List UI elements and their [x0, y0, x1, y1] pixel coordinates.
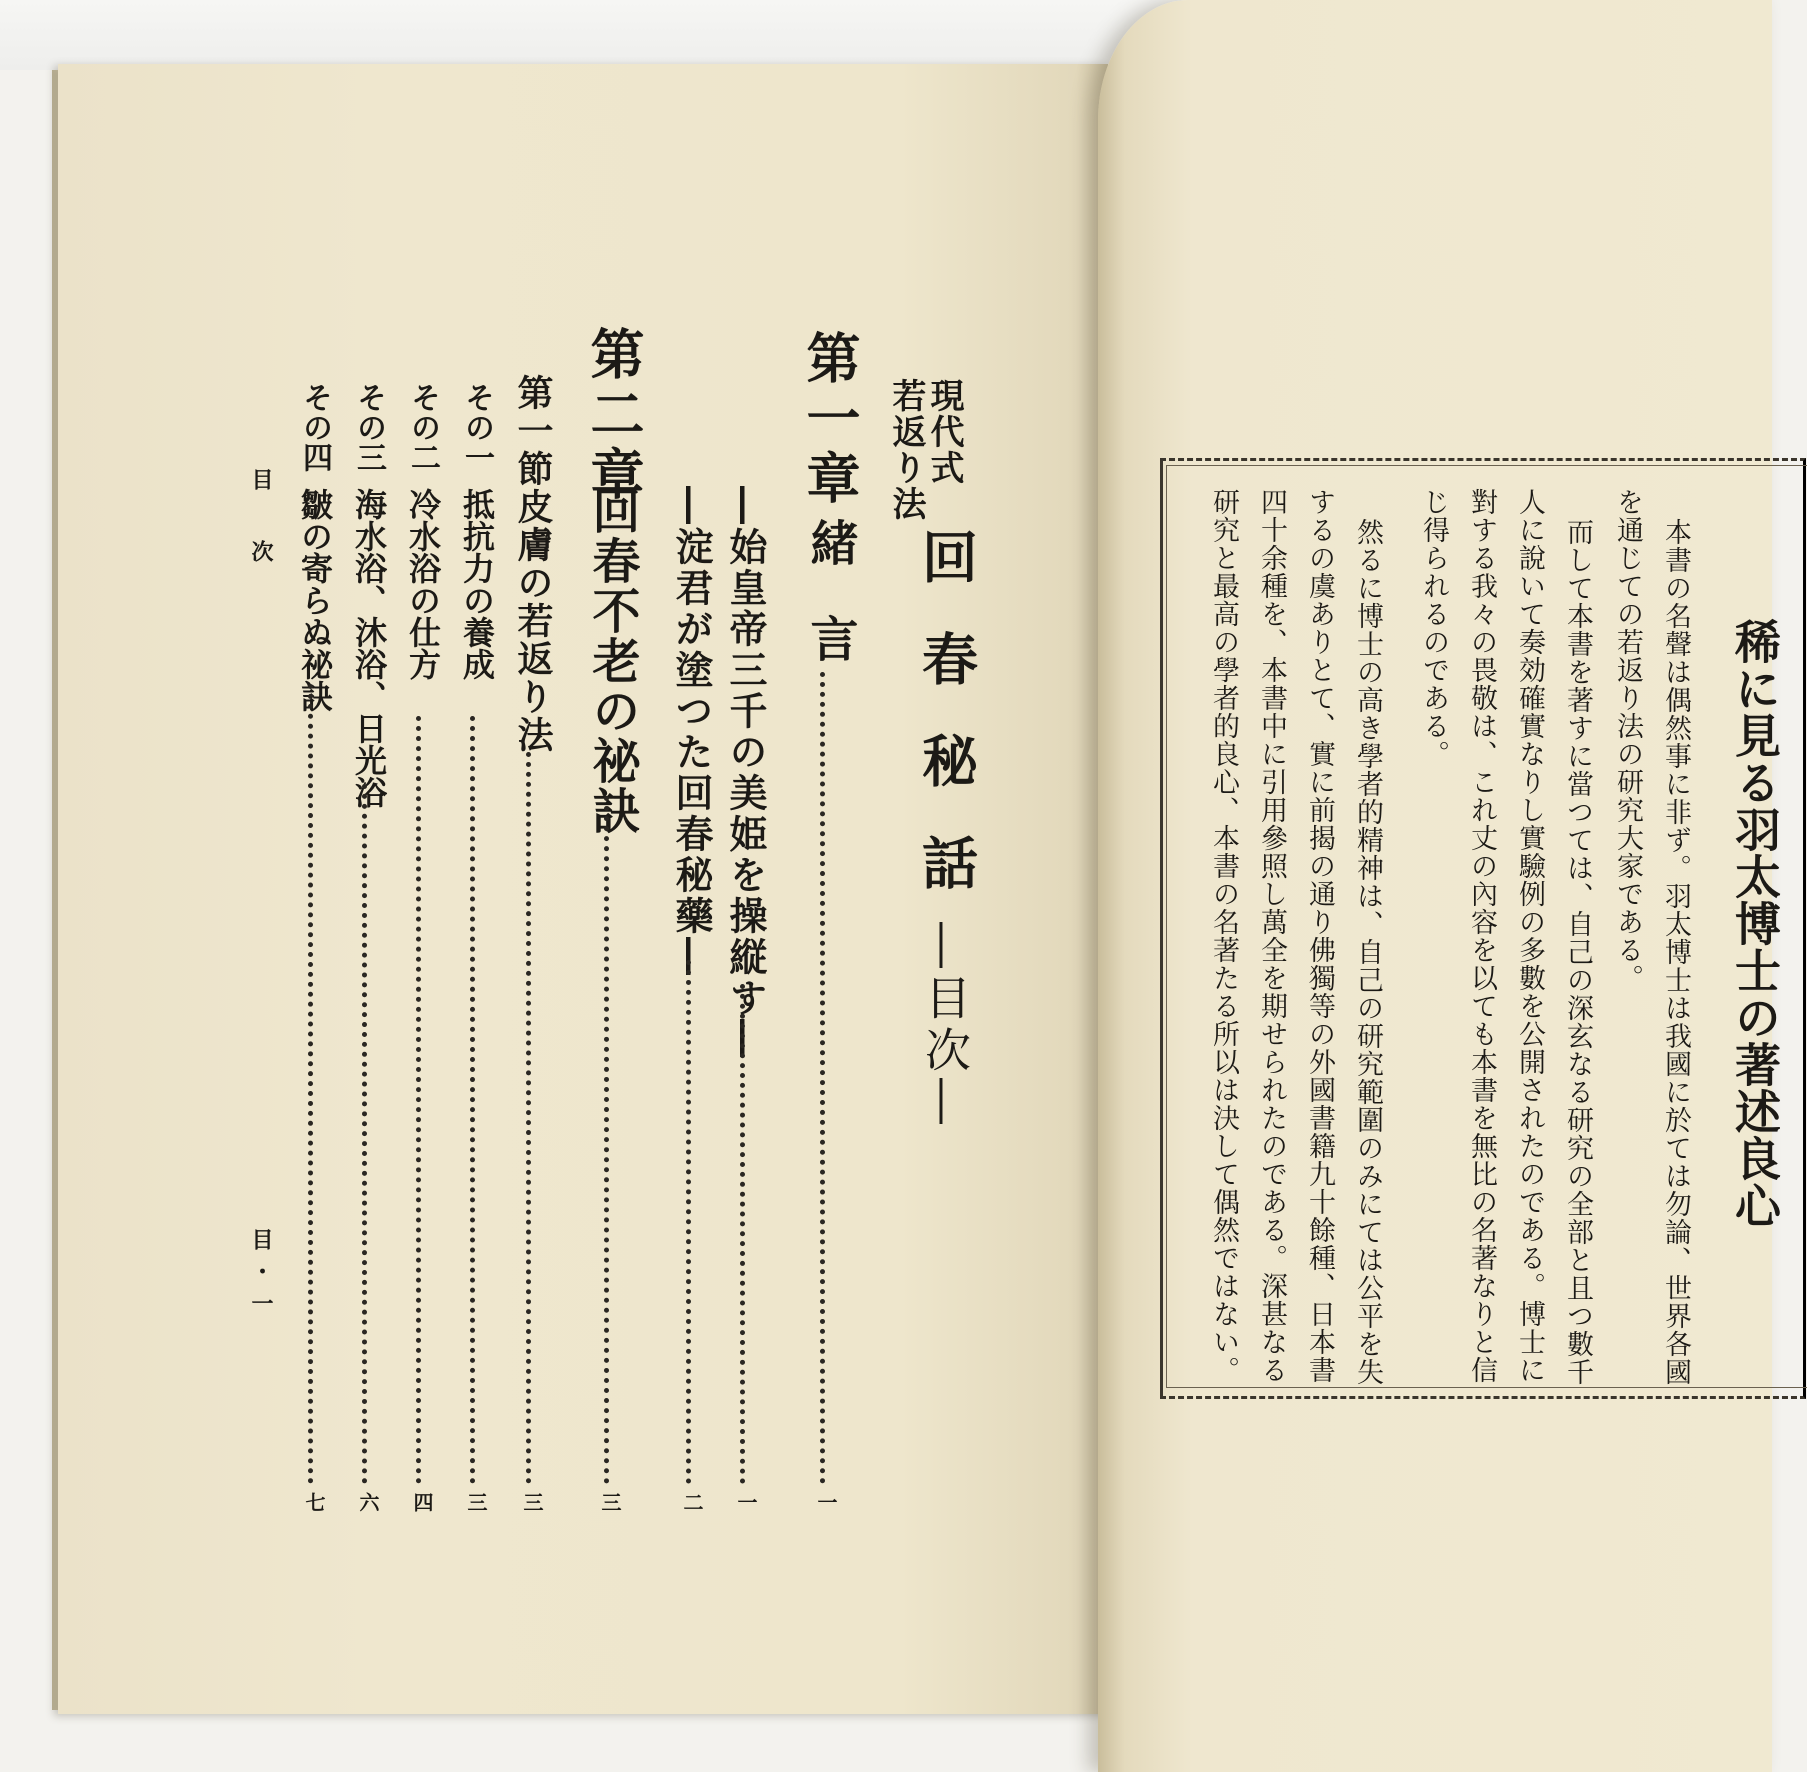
advert-line: 本書の名聲は偶然事に非ず。羽太博士は我國に於ては勿論、世界各國: [1660, 518, 1691, 1386]
section-3-label: その二: [405, 382, 440, 472]
advert-line: 對する我々の畏敬は、これ丈の內容を以ても本書を無比の名著なりと信: [1466, 488, 1497, 1384]
running-head: 目 次: [248, 468, 274, 576]
toc-page-number: 三: [598, 1492, 622, 1512]
section-4-title: 海水浴、沐浴、日光浴: [350, 488, 388, 808]
section-3-title: 冷水浴の仕方: [404, 488, 442, 680]
toc-page-number: 六: [356, 1492, 380, 1512]
advert-headline: 稀に見る羽太博士の著述良心: [1728, 618, 1782, 1229]
section-5-label: その四: [297, 382, 332, 472]
toc-leader: [470, 716, 475, 1484]
toc-page-number: 一: [734, 1492, 758, 1512]
toc-leader: [686, 960, 691, 1484]
advert-line: を通じての若返り法の研究大家である。: [1612, 488, 1643, 992]
chapter-2-title: 回春不老の祕訣: [584, 486, 640, 836]
toc-leader: [416, 716, 421, 1484]
toc-page-number: 三: [464, 1492, 488, 1512]
toc-leader: [526, 752, 531, 1484]
section-2-title: 抵抗力の養成: [458, 488, 496, 680]
toc-label: ―目次―: [918, 922, 972, 1130]
book-title: 回春秘話: [913, 528, 979, 936]
chapter-subtitle-2: ―淀君が塗つた回春秘藥―: [669, 486, 714, 978]
toc-page-number: 四: [410, 1492, 434, 1512]
chapter-1-title: 緒 言: [802, 518, 858, 662]
toc-page-number: 二: [680, 1492, 704, 1512]
advert-line: 人に說いて奏効確實なりし實驗例の多數を公開されたのである。博士に: [1514, 488, 1545, 1384]
toc-page-number: 七: [302, 1492, 326, 1512]
section-5-title: 皺の寄らぬ祕訣: [296, 488, 334, 712]
chapter-2-heading: 第二章: [582, 326, 646, 506]
advert-line: 研究と最高の學者的良心、本書の名著たる所以は決して偶然ではない。: [1208, 488, 1239, 1384]
advert-line: じ得られるのである。: [1418, 488, 1449, 768]
section-2-label: その一: [459, 382, 494, 472]
toc-page-number: 三: [520, 1492, 544, 1512]
chapter-1-heading: 第一章: [798, 330, 862, 510]
toc-leader: [740, 984, 745, 1484]
section-1-label: 第一節: [512, 374, 554, 488]
advert-line: するの虞ありとて、實に前揭の通り佛獨等の外國書籍九十餘種、日本書: [1304, 488, 1335, 1384]
section-4-label: その三: [351, 382, 386, 472]
advert-line: 而して本書を著すに當つては、自己の深玄なる研究の全部と且つ數千: [1562, 518, 1593, 1386]
toc-leader: [820, 672, 825, 1484]
folio: 目・一: [248, 1228, 274, 1324]
toc-page-number: 一: [814, 1492, 838, 1512]
chapter-subtitle-1: ―始皇帝三千の美姫を操縦す―: [723, 486, 768, 1060]
series-label-line-2: 若返り法: [886, 378, 926, 522]
advert-line: 四十余種を、本書中に引用參照し萬全を期せられたのである。深甚なる: [1256, 488, 1287, 1384]
toc-leader: [308, 684, 313, 1484]
series-label-line-1: 現代式: [924, 378, 964, 486]
toc-leader: [604, 796, 609, 1484]
toc-leader: [362, 784, 367, 1484]
section-1-title: 皮膚の若返り法: [512, 488, 554, 754]
advert-line: 然るに博士の高き學者的精神は、自己の研究範圍のみにては公平を失: [1352, 518, 1383, 1386]
